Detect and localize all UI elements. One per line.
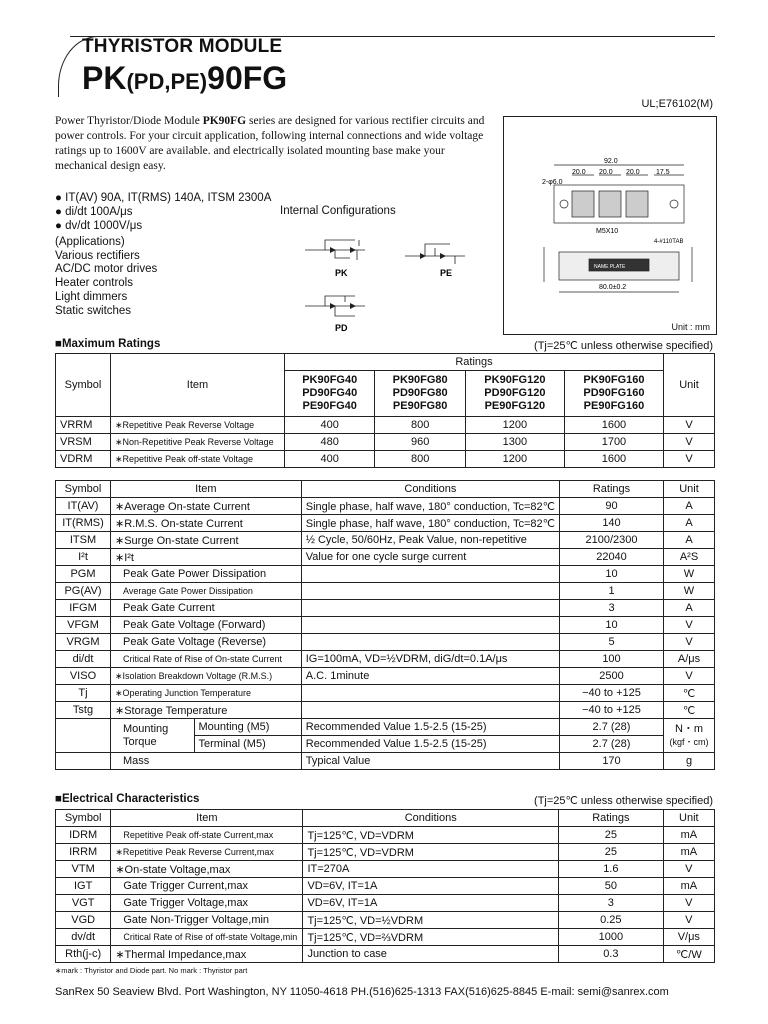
table-row: PG(AV) Average Gate Power Dissipation 1 W	[56, 583, 715, 600]
table-row: VGD Gate Non-Trigger Voltage,min Tj=125℃, VD=½VDRM 0.25 V	[56, 912, 715, 929]
table-row: IGT Gate Trigger Current,max VD=6V, IT=1A 50 mA	[56, 878, 715, 895]
svg-text:M5X10: M5X10	[596, 228, 619, 235]
torque-label: Mounting Torque	[111, 719, 195, 753]
max-ratings-table	[55, 353, 715, 468]
outline-drawing	[504, 117, 716, 317]
doc-category: THYRISTOR MODULE	[82, 36, 283, 57]
intro-pre: Power Thyristor/Diode Module	[55, 115, 203, 127]
doc-title	[82, 58, 287, 102]
model-col: PK90FG160 PD90FG160 PE90FG160	[564, 371, 663, 417]
col-header: Item	[111, 354, 285, 417]
feature-list	[55, 191, 271, 233]
table-row: VFGM Peak Gate Voltage (Forward) 10 V	[56, 617, 715, 634]
application-item: Various rectifiers	[55, 249, 140, 262]
ratings-table: Symbol Item Conditions Ratings Unit IT(AV) ∗Average On-state Current Single phase, half wave, 180° conduction, Tc=82℃ 90 A IT(RMS) ∗R.M.S. On-state Current Single phase, half wave, 180° conduction, Tc=82℃ 140 A ITSM ∗Surge On-state Current ½ Cycle, 50/60Hz, Peak Value, non-repetitive 2100/2300 A I²t ∗I²t Value for one cycle surge current 22040 A²S PGM Peak Gate Power Dissipation 10 W PG(AV) Average Gate Power Dissipation 1 W IFGM Peak Gate Current 3 A VFGM Peak Gate Voltage (Forward) 10 V VRGM Peak Gate Voltage (Reverse) 5 V di/dt Critical Rate of Rise of On-state Current IG=100mA, VD=½VDRM, diG/dt=0.1A/μs 100 A/μs VISO ∗Isolation Breakdown Voltage (R.M.S.) A.C. 1minute 2500 V Tj ∗Operating Junction Temperature −40 to +125 ℃ Tstg ∗Storage Temperature −40 to +125 ℃ Mounting Torque Mounting (M5) Recommended Value 1.5-2.5 (15-25) 2.7 (28) N・m (kgf・cm) Terminal (M5) Recommended Value 1.5-2.5 (15-25) 2.7 (28) Mass Typical Value 170 g	[55, 480, 715, 770]
pe-label: PE	[440, 268, 453, 278]
svg-text:20.0: 20.0	[626, 169, 640, 176]
svg-text:80.0±0.2: 80.0±0.2	[599, 284, 627, 291]
feature-item: ● IT(AV) 90A, IT(RMS) 140A, ITSM 2300A	[55, 192, 272, 204]
table-row: I²t ∗I²t Value for one cycle surge current 22040 A²S	[56, 549, 715, 566]
svg-text:20.0: 20.0	[599, 169, 613, 176]
table-row: VRSM ∗Non-Repetitive Peak Reverse Voltage 480 960 1300 1700 V	[56, 434, 715, 451]
circuit-diagrams	[295, 228, 475, 338]
intro-bold: PK90FG	[202, 115, 247, 127]
col-header: Unit	[664, 354, 715, 417]
svg-text:2-φ6.0: 2-φ6.0	[542, 179, 563, 186]
table-row: PGM Peak Gate Power Dissipation 10 W	[56, 566, 715, 583]
elec-table: Symbol Item Conditions Ratings Unit IDRM Repetitive Peak off-state Current,max Tj=125℃, VD=VDRM 25 mA IRRM ∗Repetitive Peak Reverse Current,max Tj=125℃, VD=VDRM 25 mA VTM ∗On-state Voltage,max IT=270A 1.6 V IGT Gate Trigger Current,max VD=6V, IT=1A 50 mA VGT Gate Trigger Voltage,max VD=6V, IT=1A 3 V VGD Gate Non-Trigger Voltage,min Tj=125℃, VD=½VDRM 0.25 V dv/dt Critical Rate of Rise of off-state Voltage,min Tj=125℃, VD=⅔VDRM 1000 V/μs Rth(j-c) ∗Thermal Impedance,max Junction to case 0.3 ℃/W	[55, 809, 715, 963]
col-header: Symbol	[56, 354, 111, 417]
internal-config-title: Internal Configurations	[280, 205, 396, 217]
application-item: AC/DC motor drives	[55, 263, 158, 276]
title-model: 90FG	[207, 60, 288, 96]
table-row: IFGM Peak Gate Current 3 A	[56, 600, 715, 617]
table-row: ITSM ∗Surge On-state Current ½ Cycle, 50/60Hz, Peak Value, non-repetitive 2100/2300 A	[56, 532, 715, 549]
intro-post: series are designed for various rectifier circuits and power controls. For your circuit application, following internal connections and wide voltage ratings up to 1600V are available. and electrically isolated mounting base make your mechanical design easy.	[55, 115, 485, 172]
elec-title: ■Electrical Characteristics	[55, 793, 200, 805]
table-row: IT(RMS) ∗R.M.S. On-state Current Single phase, half wave, 180° conduction, Tc=82℃ 140 A	[56, 515, 715, 532]
max-ratings-cond: (Tj=25℃ unless otherwise specified)	[534, 340, 713, 352]
torque-unit: N・m (kgf・cm)	[664, 719, 715, 753]
table-row: Terminal (M5) Recommended Value 1.5-2.5 (15-25) 2.7 (28)	[56, 736, 715, 753]
unit-label: Unit : mm	[671, 322, 710, 332]
feature-item: ● dv/dt 1000V/μs	[55, 220, 143, 232]
table-row: VRRM ∗Repetitive Peak Reverse Voltage 400 800 1200 1600 V	[56, 417, 715, 434]
table-row: Rth(j-c) ∗Thermal Impedance,max Junction to case 0.3 ℃/W	[56, 946, 715, 963]
pd-label: PD	[335, 323, 348, 333]
table-row: IDRM Repetitive Peak off-state Current,max Tj=125℃, VD=VDRM 25 mA	[56, 827, 715, 844]
table-row: IRRM ∗Repetitive Peak Reverse Current,max Tj=125℃, VD=VDRM 25 mA	[56, 844, 715, 861]
applications-title: (Applications)	[55, 236, 125, 248]
table-row: Mounting Torque Mounting (M5) Recommended Value 1.5-2.5 (15-25) 2.7 (28) N・m (kgf・cm)	[56, 719, 715, 736]
model-col: PK90FG40 PD90FG40 PE90FG40	[285, 371, 375, 417]
model-col: PK90FG80 PD90FG80 PE90FG80	[375, 371, 465, 417]
svg-text:20.0: 20.0	[572, 169, 586, 176]
table-row: VGT Gate Trigger Voltage,max VD=6V, IT=1A 3 V	[56, 895, 715, 912]
table-row: VISO ∗Isolation Breakdown Voltage (R.M.S.) A.C. 1minute 2500 V	[56, 668, 715, 685]
table-row: Mass Typical Value 170 g	[56, 753, 715, 770]
pk-label: PK	[335, 268, 348, 278]
svg-text:NAME PLATE: NAME PLATE	[594, 264, 626, 270]
application-item: Static switches	[55, 304, 132, 317]
feature-item: ● di/dt 100A/μs	[55, 206, 133, 218]
elec-cond: (Tj=25℃ unless otherwise specified)	[534, 795, 713, 807]
application-item: Light dimmers	[55, 290, 128, 303]
intro-paragraph	[55, 114, 490, 174]
table-row: VRGM Peak Gate Voltage (Reverse) 5 V	[56, 634, 715, 651]
svg-text:4-#110TAB: 4-#110TAB	[654, 239, 684, 245]
table-row: IT(AV) ∗Average On-state Current Single phase, half wave, 180° conduction, Tc=82℃ 90 A	[56, 498, 715, 515]
table-row: VDRM ∗Repetitive Peak off-state Voltage 400 800 1200 1600 V	[56, 451, 715, 468]
title-pk: PK	[82, 60, 127, 96]
ul-number: UL;E76102(M)	[641, 98, 713, 110]
title-paren: (PD,PE)	[126, 69, 208, 94]
applications-list	[55, 236, 157, 318]
table-row: Tstg ∗Storage Temperature −40 to +125 ℃	[56, 702, 715, 719]
col-header: Ratings	[285, 354, 664, 371]
table-row: VTM ∗On-state Voltage,max IT=270A 1.6 V	[56, 861, 715, 878]
footer-contact: SanRex 50 Seaview Blvd. Port Washington, NY 11050-4618 PH.(516)625-1313 FAX(516)625-8845 E-mail: semi@sanrex.com	[55, 986, 669, 998]
footnote: ∗mark : Thyristor and Diode part. No mark : Thyristor part	[55, 966, 248, 975]
application-item: Heater controls	[55, 277, 133, 290]
mechanical-drawing	[503, 116, 717, 335]
svg-text:92.0: 92.0	[604, 158, 618, 165]
table-row: Tj ∗Operating Junction Temperature −40 to +125 ℃	[56, 685, 715, 702]
table-row: di/dt Critical Rate of Rise of On-state Current IG=100mA, VD=½VDRM, diG/dt=0.1A/μs 100 A/μs	[56, 651, 715, 668]
table-row: dv/dt Critical Rate of Rise of off-state Voltage,min Tj=125℃, VD=⅔VDRM 1000 V/μs	[56, 929, 715, 946]
model-col: PK90FG120 PD90FG120 PE90FG120	[465, 371, 564, 417]
svg-text:17.5: 17.5	[656, 169, 670, 176]
max-ratings-title: ■Maximum Ratings	[55, 338, 161, 350]
